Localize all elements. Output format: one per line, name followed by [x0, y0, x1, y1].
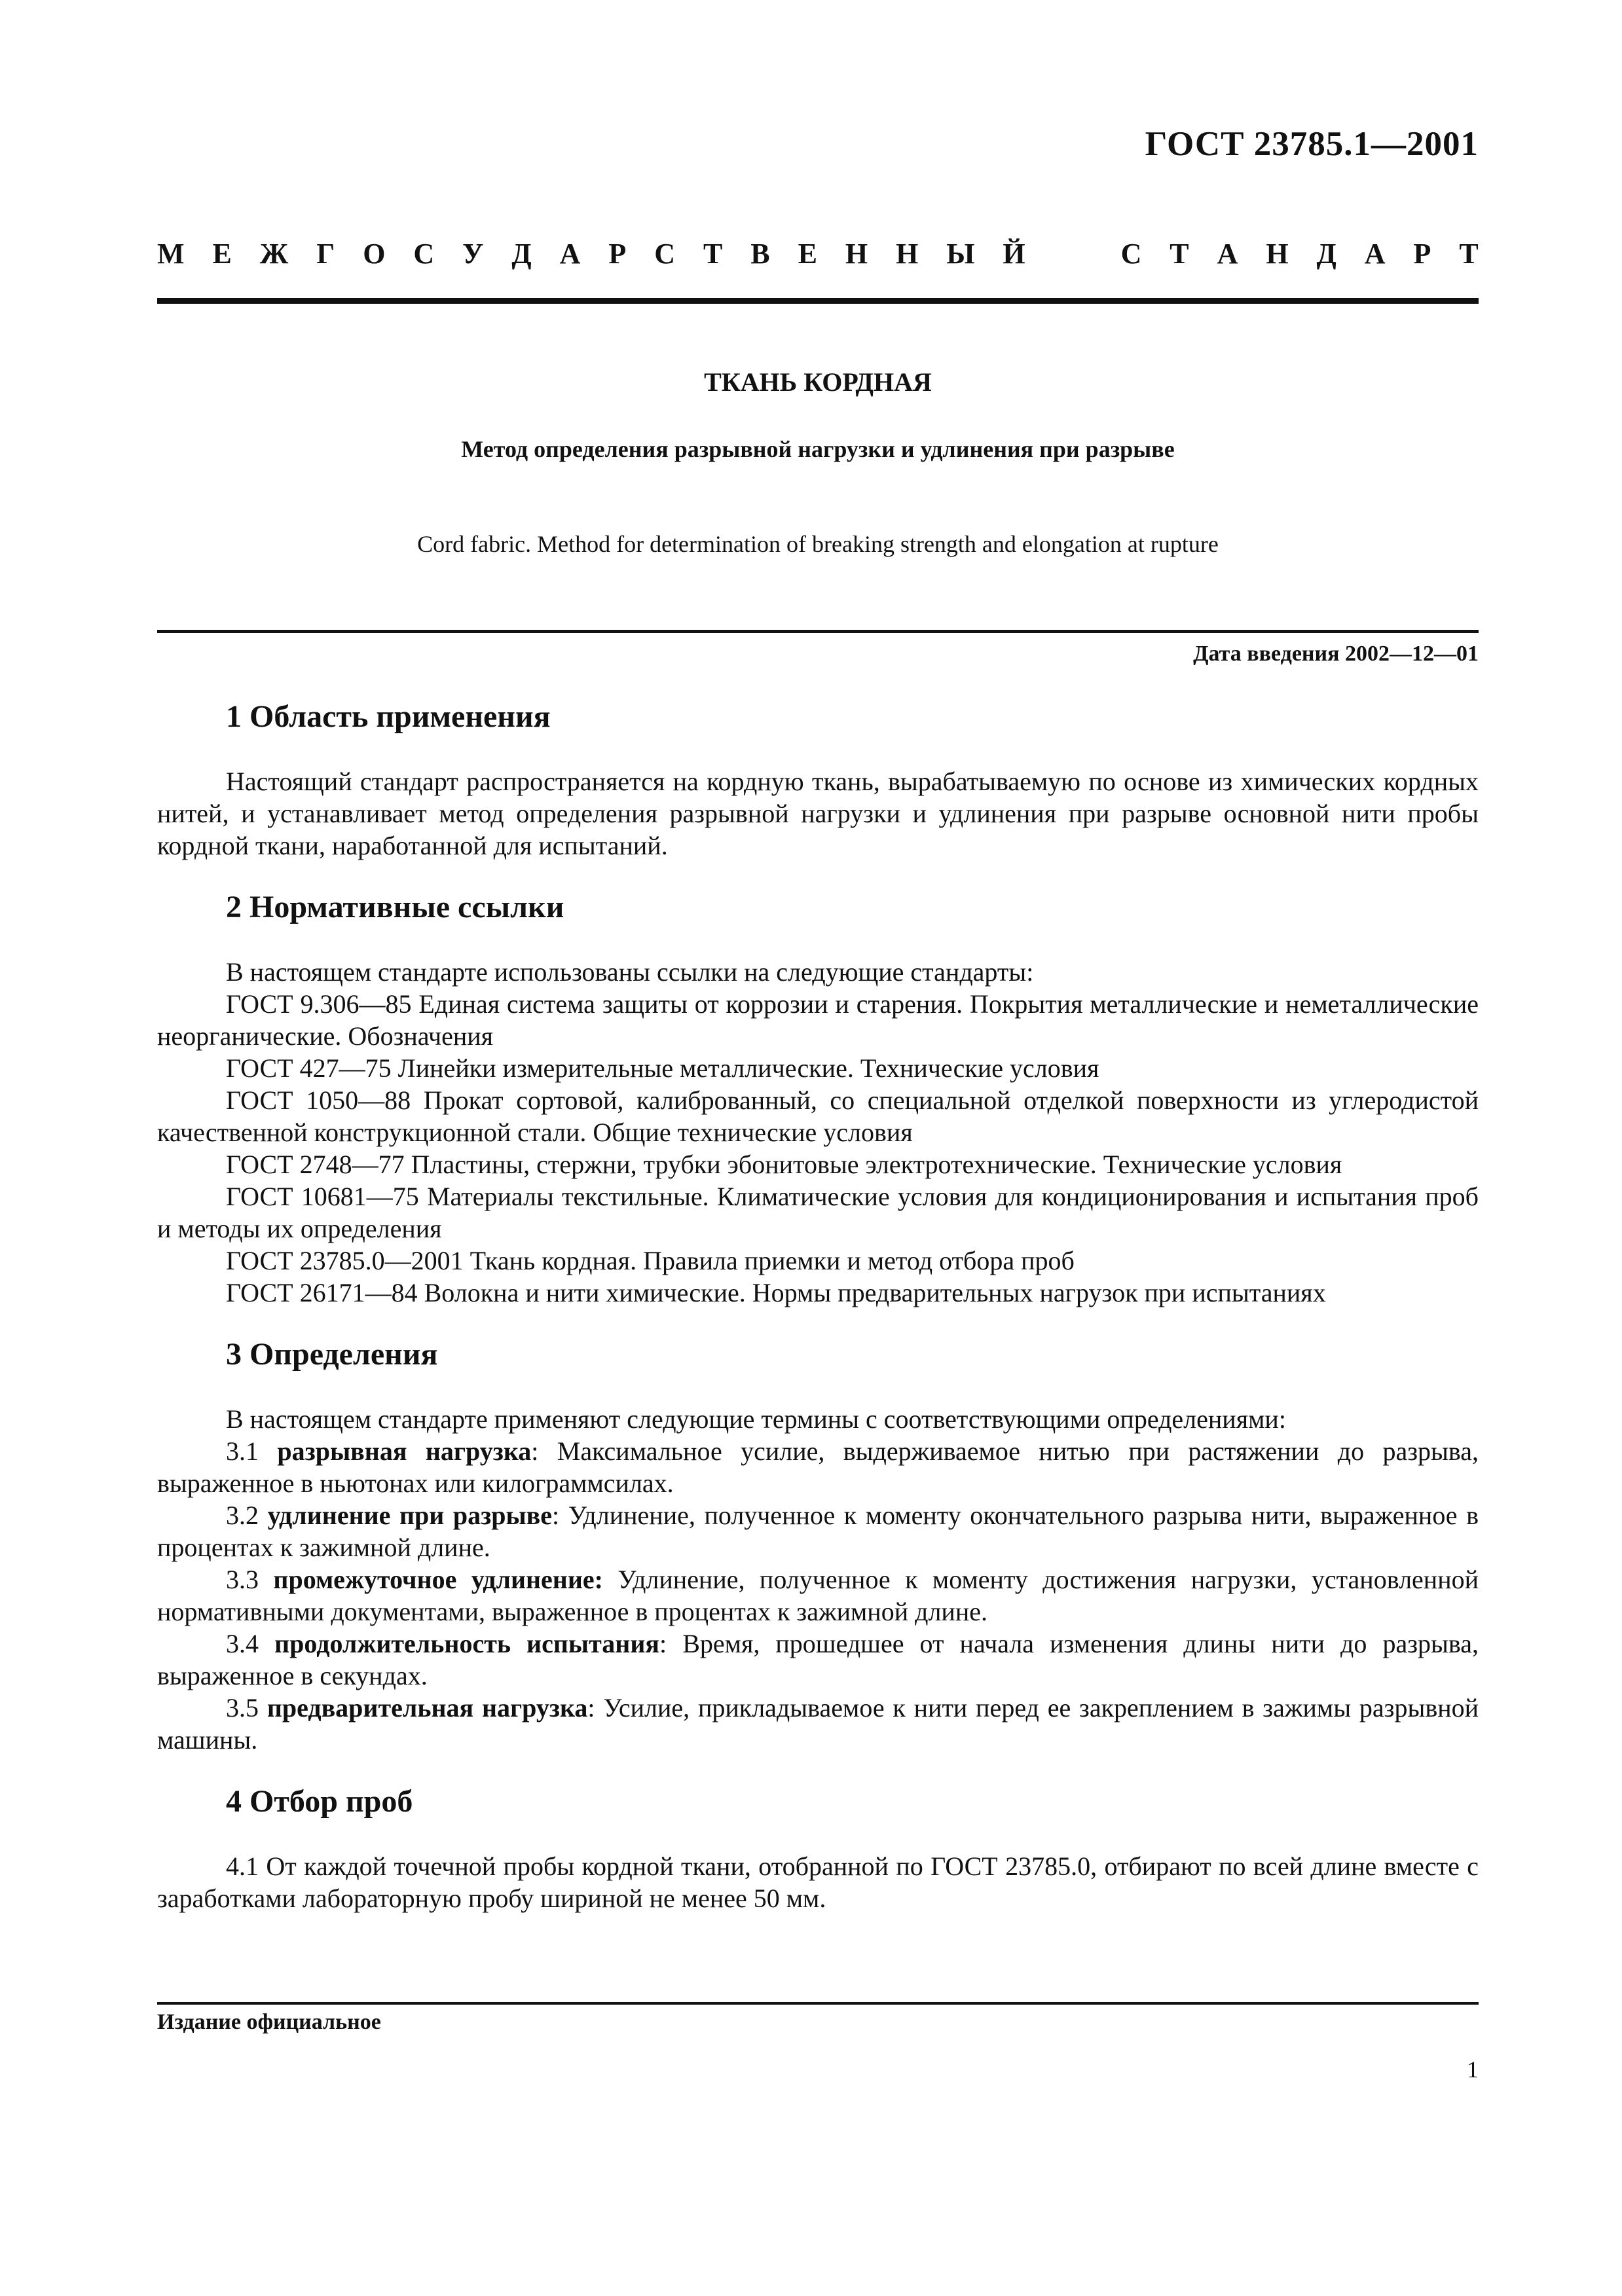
document-number: ГОСТ 23785.1—2001: [1145, 125, 1479, 163]
reference-item: ГОСТ 9.306—85 Единая система защиты от коррозии и старения. Покрытия металлические и неметаллические неорганические. Обозначения: [157, 989, 1479, 1051]
section-heading: 3 Определения: [226, 1337, 438, 1372]
definition-text: Усилие, прикладываемое к нити перед ее закреплением в зажимы разрывной машины.: [157, 1693, 1479, 1755]
clause-number: 3.1: [226, 1436, 259, 1466]
letter: А: [559, 238, 581, 270]
letter: С: [654, 238, 675, 270]
letter: Е: [798, 238, 817, 270]
effective-date: Дата введения 2002—12—01: [1193, 642, 1479, 666]
section-heading: 1 Область применения: [226, 699, 551, 734]
letter: У: [462, 238, 484, 270]
word-gap: [1054, 237, 1093, 270]
header-rule: [157, 298, 1479, 304]
section-definitions: [157, 1335, 1479, 1756]
defined-term: промежуточное удлинение:: [273, 1565, 603, 1594]
clause-number: 3.4: [226, 1629, 259, 1658]
letter: Д: [511, 238, 532, 270]
letter: Р: [1413, 238, 1431, 270]
definition-text: Максимальное усилие, выдерживаемое нитью при растяжении до разрыва, выраженное в ньютонах или килограммсилах.: [157, 1436, 1479, 1498]
section-normative-references: [157, 888, 1479, 1309]
reference-item: ГОСТ 2748—77 Пластины, стержни, трубки эбонитовые электротехнические. Технические условия: [226, 1150, 1342, 1179]
letter: Т: [1459, 238, 1479, 270]
definition-item: [157, 1692, 1479, 1756]
letter: Г: [316, 238, 335, 270]
paragraph: В настоящем стандарте использованы ссылки на следующие стандарты:: [226, 957, 1034, 987]
letter: А: [1364, 238, 1386, 270]
letter: Й: [1003, 238, 1025, 270]
letter: О: [363, 238, 386, 270]
reference-item: ГОСТ 427—75 Линейки измерительные металлические. Технические условия: [226, 1053, 1099, 1083]
letter: Н: [845, 238, 868, 270]
letter: Ы: [946, 238, 975, 270]
definition-item: [157, 1499, 1479, 1563]
reference-item: ГОСТ 1050—88 Прокат сортовой, калиброванный, со специальной отделкой поверхности из углеродистой качественной конструкционной стали. Общие технические условия: [157, 1085, 1479, 1147]
letter: Н: [1266, 238, 1289, 270]
defined-term: удлинение при разрыве: [267, 1501, 553, 1530]
definition-text: Удлинение, полученное к моменту достижения нагрузки, установленной нормативными документами, выраженное в процентах к зажимной длине.: [157, 1565, 1479, 1626]
letter: Ж: [259, 238, 289, 270]
letter: Е: [212, 238, 232, 270]
letter: Р: [608, 238, 627, 270]
paragraph: 4.1 От каждой точечной пробы кордной ткани, отобранной по ГОСТ 23785.0, отбирают по всей длине вместе с заработками лабораторную пробу шириной не менее 50 мм.: [157, 1851, 1479, 1913]
clause-number: 3.3: [226, 1565, 259, 1594]
clause-number: 3.5: [226, 1693, 259, 1722]
definition-item: [157, 1563, 1479, 1628]
reference-item: ГОСТ 10681—75 Материалы текстильные. Климатические условия для кондиционирования и испытания проб и методы их определения: [157, 1182, 1479, 1243]
edition-note: Издание официальное: [157, 2010, 381, 2034]
definition-text: Время, прошедшее от начала изменения длины нити до разрыва, выраженное в секундах.: [157, 1629, 1479, 1690]
document-title: ТКАНЬ КОРДНАЯ: [704, 367, 932, 397]
letter: С: [413, 238, 435, 270]
english-title: Cord fabric. Method for determination of breaking strength and elongation at rupture: [417, 531, 1219, 557]
document-body: [157, 697, 1479, 1941]
reference-item: ГОСТ 23785.0—2001 Ткань кордная. Правила приемки и метод отбора проб: [226, 1246, 1075, 1275]
clause-number: 3.2: [226, 1501, 259, 1530]
term-separator: :: [552, 1501, 560, 1530]
defined-term: продолжительность испытания: [274, 1629, 660, 1658]
term-separator: :: [531, 1436, 539, 1466]
standard-kind-heading: [157, 237, 1479, 270]
letter: А: [1217, 238, 1238, 270]
document-subtitle: Метод определения разрывной нагрузки и удлинения при разрыве: [461, 436, 1175, 462]
defined-term: разрывная нагрузка: [277, 1436, 532, 1466]
definition-item: [157, 1435, 1479, 1499]
section-scope: [157, 697, 1479, 862]
defined-term: предварительная нагрузка: [267, 1693, 588, 1722]
term-separator: :: [587, 1693, 595, 1722]
letter: Т: [703, 238, 723, 270]
letter: Н: [896, 238, 919, 270]
reference-item: ГОСТ 26171—84 Волокна и нити химические. Нормы предварительных нагрузок при испытаниях: [226, 1278, 1326, 1307]
letter: Т: [1170, 238, 1189, 270]
definition-item: [157, 1628, 1479, 1692]
letter: С: [1120, 238, 1142, 270]
term-separator: :: [659, 1629, 667, 1658]
definition-text: Удлинение, полученное к моменту окончательного разрыва нити, выраженное в процентах к зажимной длине.: [157, 1501, 1479, 1562]
title-rule: [157, 630, 1479, 633]
letter: Д: [1316, 238, 1336, 270]
section-heading: 4 Отбор проб: [226, 1784, 413, 1819]
letter: В: [750, 238, 770, 270]
section-sampling: [157, 1782, 1479, 1914]
paragraph: Настоящий стандарт распространяется на кордную ткань, вырабатываемую по основе из химических кордных нитей, и устанавливает метод определения разрывной нагрузки и удлинения при разрыве основной нити пробы кордной ткани, наработанной для испытаний.: [157, 767, 1479, 860]
page-number: 1: [1467, 2056, 1479, 2083]
letter: М: [157, 238, 185, 270]
paragraph: В настоящем стандарте применяют следующие термины с соответствующими определениями:: [226, 1404, 1286, 1434]
footer-rule: [157, 2002, 1479, 2005]
section-heading: 2 Нормативные ссылки: [226, 890, 564, 924]
